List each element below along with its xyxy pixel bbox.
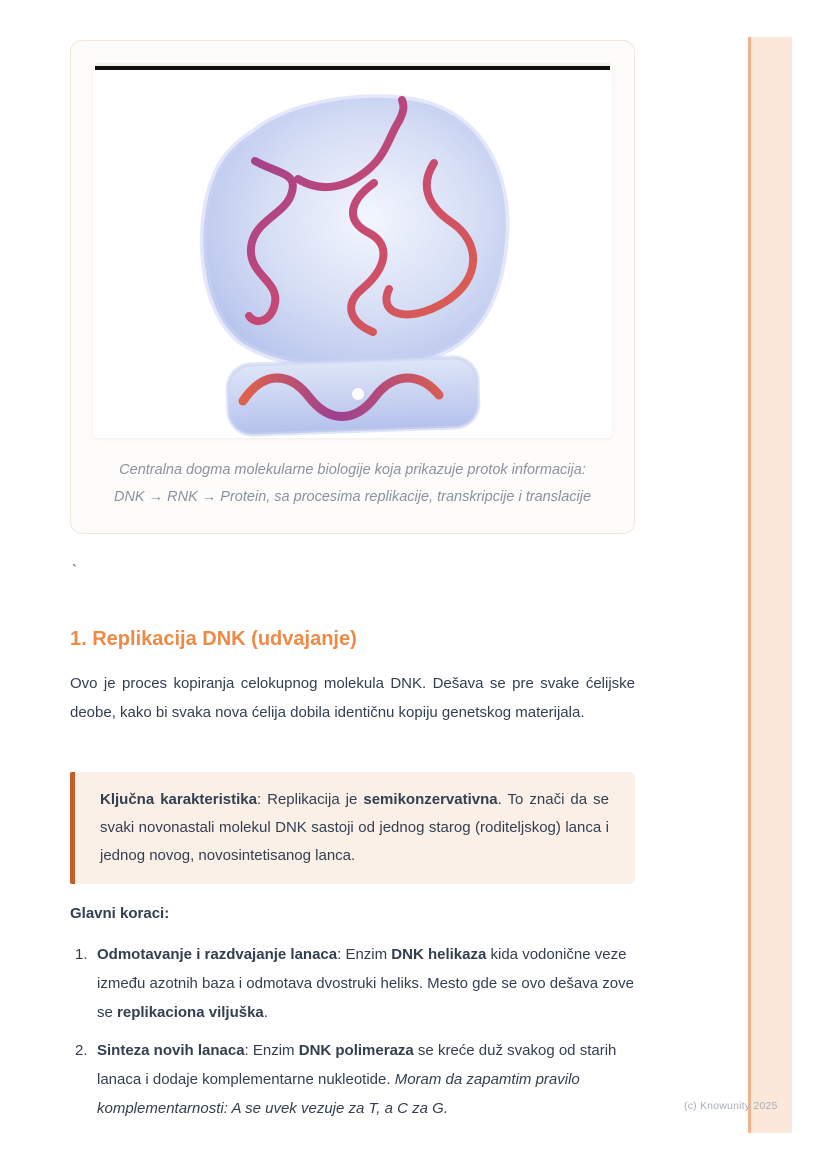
list-item-number: 2. bbox=[75, 1042, 88, 1059]
intro-paragraph: Ovo je proces kopiranja celokupnog molekula DNK. Dešava se pre svake ćelijske deobe, kako bi svaka nova ćelija dobila identičnu kopiju genetskog materijala. bbox=[70, 675, 635, 721]
figure-caption-line-1: Centralna dogma molekularne biologije koja prikazuje protok informacija: bbox=[119, 462, 586, 478]
list-item bbox=[70, 940, 635, 1027]
list-item-text: Sinteza novih lanaca: Enzim DNK polimeraza se kreće duž svakog od starih lanaca i dodaje komplementarne nukleotide. Moram da zapamtim pravilo komplementarnosti: A se uvek vezuje za T, a C za G. bbox=[97, 1042, 617, 1117]
highlight-dot bbox=[352, 388, 364, 400]
figure-top-rule bbox=[95, 66, 610, 70]
copyright-footer: (c) Knowunity 2025 bbox=[684, 1100, 778, 1112]
figure-caption-line-2: DNK → RNK → Protein, sa procesima replikacije, transkripcije i translacije bbox=[113, 489, 592, 505]
figure-card bbox=[70, 40, 635, 534]
figure-caption bbox=[93, 457, 612, 511]
steps-title: Glavni koraci: bbox=[70, 905, 170, 922]
key-characteristic-callout bbox=[70, 772, 635, 884]
list-item-text: Odmotavanje i razdvajanje lanaca: Enzim DNK helikaza kida vodonične veze između azotnih baza i odmotava dvostruki heliks. Mesto gde se ovo dešava zove se replikaciona viljuška. bbox=[97, 946, 634, 1021]
stray-backtick: ` bbox=[72, 562, 77, 579]
section-heading: 1. Replikacija DNK (udvajanje) bbox=[70, 628, 357, 650]
central-dogma-illustration bbox=[93, 63, 612, 438]
figure-top-accent bbox=[95, 63, 610, 66]
list-item bbox=[70, 1036, 635, 1123]
steps-list bbox=[70, 940, 635, 1132]
callout-text: Ključna karakteristika: Replikacija je semikonzervativna. To znači da se svaki novonastali molekul DNK sastoji od jednog starog (roditeljskog) lanca i jednog novog, novosintetisanog lanca. bbox=[100, 791, 609, 864]
list-item-number: 1. bbox=[75, 946, 88, 963]
page-margin-bar bbox=[748, 37, 792, 1133]
central-dogma-illustration-svg bbox=[93, 63, 612, 438]
